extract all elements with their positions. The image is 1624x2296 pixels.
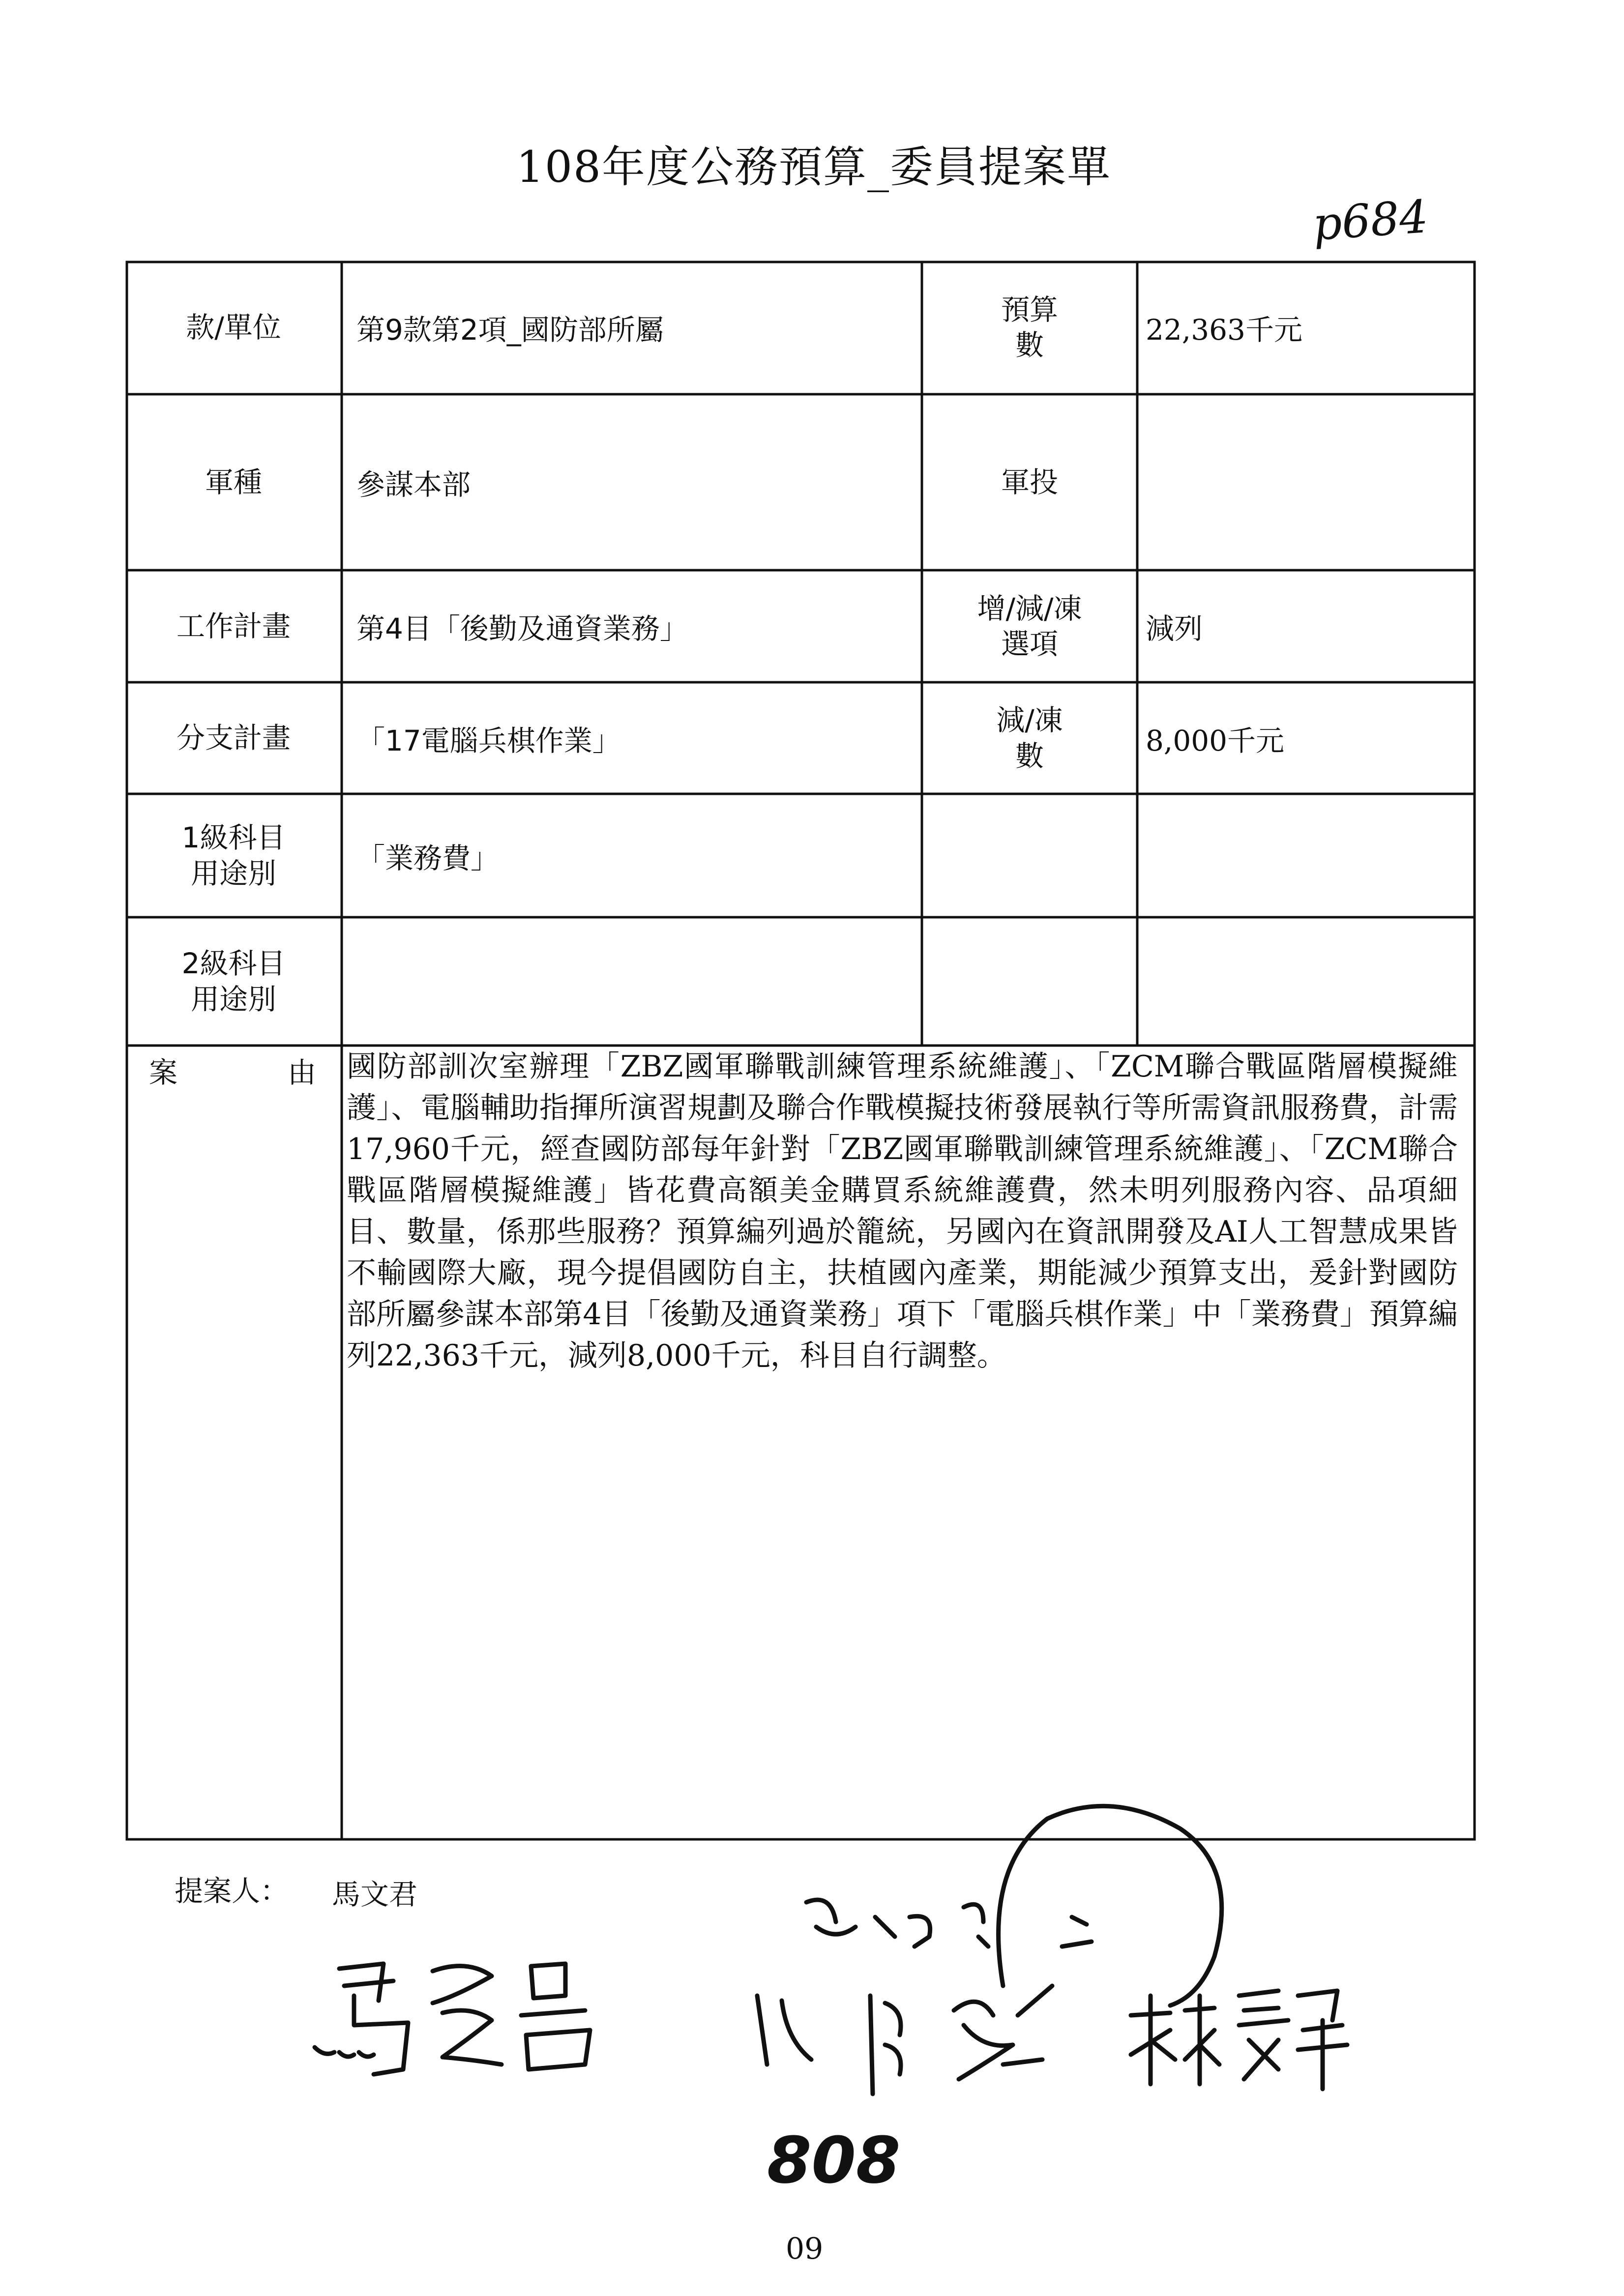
budget-amount-value: 22,363千元 <box>1146 313 1302 347</box>
reason-label-right: 由 <box>288 1056 317 1089</box>
work-plan-label: 工作計畫 <box>176 609 291 643</box>
work-plan-value: 第4目「後勤及通資業務」 <box>356 612 688 645</box>
signature-lin-li-chan <box>1131 1991 1347 2089</box>
unit-value: 第9款第2項_國防部所屬 <box>356 313 664 347</box>
handwritten-number-808 <box>767 2123 900 2198</box>
level1-category-label: 1級科目 用途別 <box>181 821 286 890</box>
signature-chiang-chi-chen <box>757 1806 1222 2094</box>
budget-amount-label: 預算 數 <box>1001 292 1058 362</box>
handwritten-number: 808 <box>767 2123 901 2198</box>
adjustment-option-label: 增/減/凍 選項 <box>977 591 1082 661</box>
reason-text: 國防部訓次室辦理「ZBZ國軍聯戰訓練管理系統維護」、「ZCM聯合戰區階層模擬維護」、電腦輔助指揮所演習規劃及聯合作戰模擬技術發展執行等所需資訊服務費，計需17,960千元，經查國防部每年針對「ZBZ國軍聯戰訓練管理系統維護」、「ZCM聯合戰區階層模擬維護」皆花費高額美金購買系統維護費，然未明列服務內容、品項細目、數量，係那些服務？預算編列過於籠統，另國內在資訊開發及AI人工智慧成果皆不輸國際大廠，現今提倡國防自主，扶植國內產業，期能減少預算支出，爰針對國防部所屬參謀本部第4目「後勤及通資業務」項下「電腦兵棋作業」中「業務費」預算編列22,363千元，減列8,000千元，科目自行調整。 <box>347 1049 1458 1373</box>
signature-ma-wen-chun <box>315 1964 590 2074</box>
branch-plan-label: 分支計畫 <box>176 721 291 755</box>
reduction-amount-label: 減/凍 數 <box>996 703 1063 773</box>
reason-label-left: 案 <box>149 1056 178 1089</box>
proposer-label: 提案人： <box>175 1874 289 1908</box>
proposer-name: 馬文君 <box>332 1878 418 1911</box>
branch-plan-value: 「17電腦兵棋作業」 <box>356 724 621 757</box>
reduction-amount-value: 8,000千元 <box>1146 724 1285 757</box>
adjustment-option-value: 減列 <box>1146 612 1203 645</box>
service-branch-label: 軍種 <box>205 465 262 499</box>
page-title: 108年度公務預算_委員提案單 <box>516 142 1111 192</box>
level1-category-value: 「業務費」 <box>356 841 500 875</box>
handwritten-page-reference: p684 <box>1311 190 1430 251</box>
page-number: 09 <box>786 2232 824 2266</box>
unit-label: 款/單位 <box>186 310 281 344</box>
level1-aux-label <box>922 794 1137 917</box>
military-investment-label: 軍投 <box>1001 465 1058 499</box>
level2-category-label: 2級科目 用途別 <box>181 947 286 1016</box>
level2-aux-label <box>922 917 1137 1046</box>
service-branch-value: 參謀本部 <box>356 468 471 501</box>
proposal-form <box>125 261 1476 1841</box>
